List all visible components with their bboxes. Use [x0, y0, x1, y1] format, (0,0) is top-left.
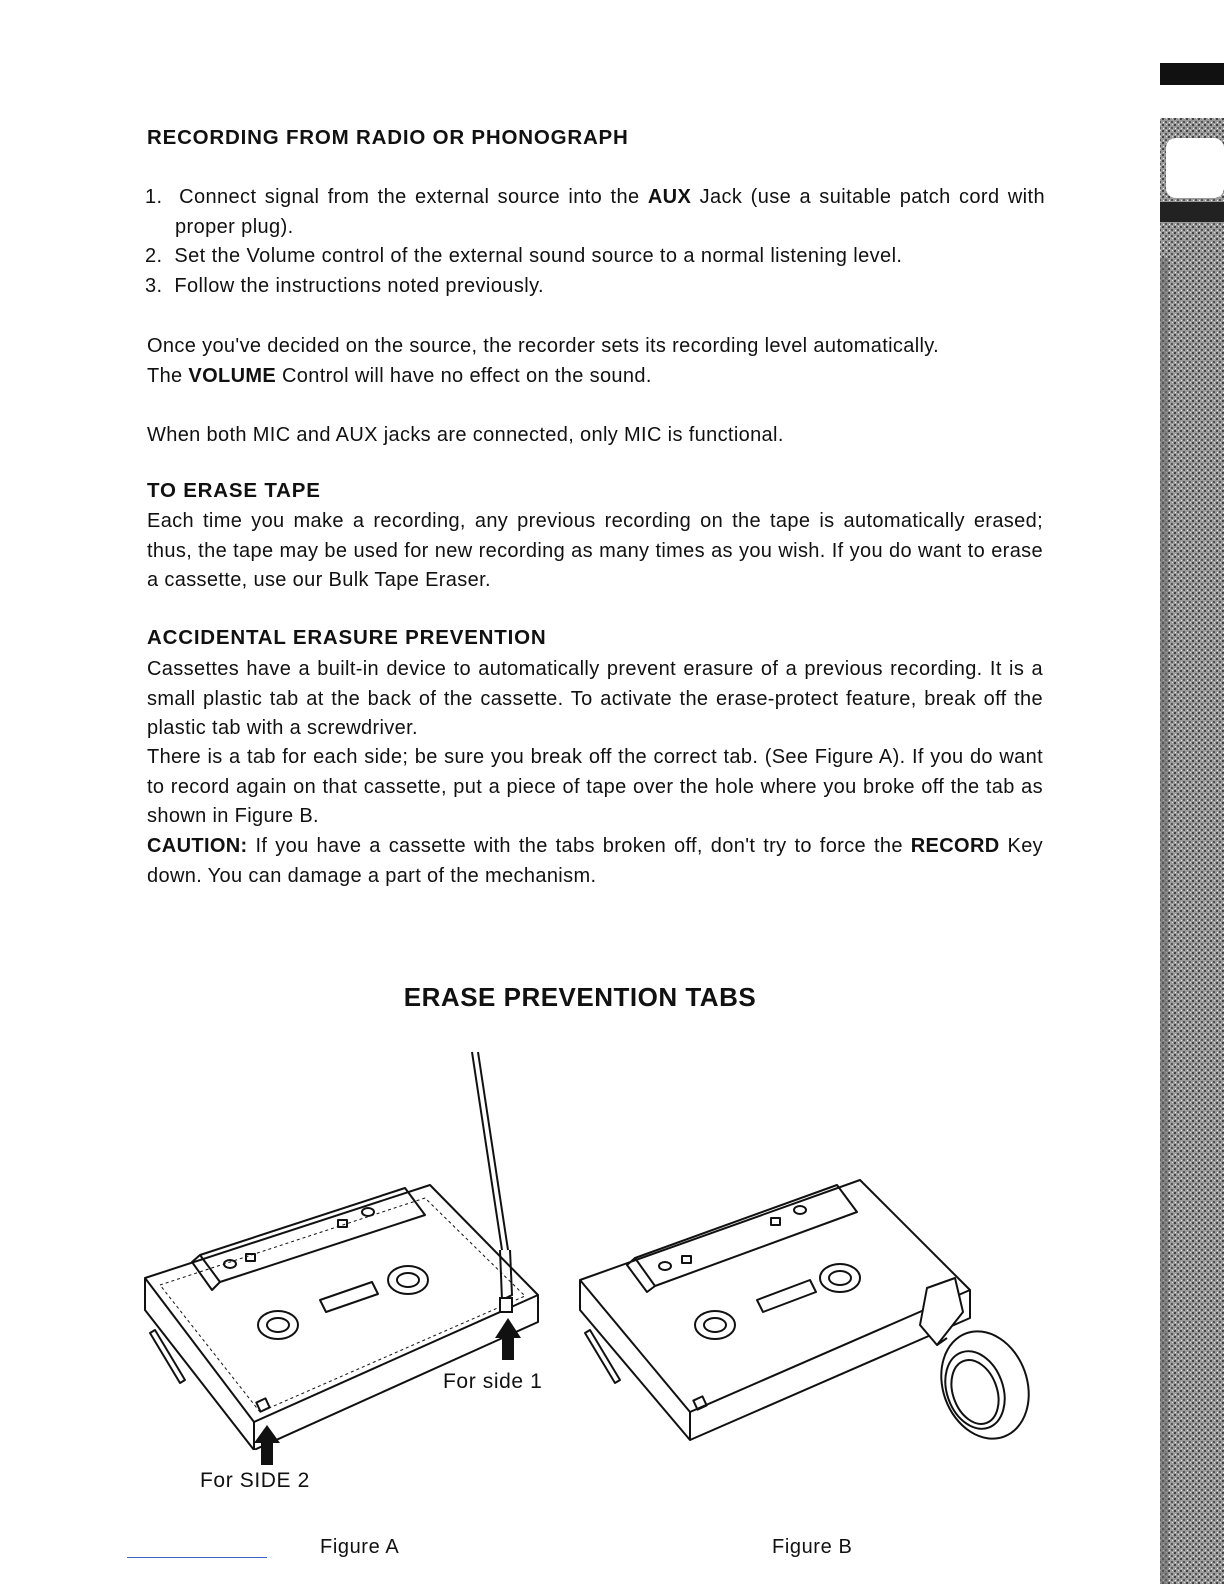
step-item: 2. Set the Volume control of the external sound source to a normal listening level. [145, 245, 903, 267]
mic-aux-paragraph: When both MIC and AUX jacks are connected, only MIC is functional. [147, 424, 784, 446]
figure-b-cassette-illustration [575, 1160, 1045, 1450]
caution-paragraph: CAUTION: If you have a cassette with the tabs broken off, don't try to force the RECORD Key down. You can damage a part of the mechanism. [147, 835, 1044, 887]
step-item: 1. Connect signal from the external source into the AUX Jack (use a suitable patch cord with proper plug). [145, 186, 1045, 238]
accidental-paragraph: Cassettes have a built-in device to automatically prevent erasure of a previous recording. It is a small plastic tab at the back of the cassette. To activate the erase-protect feature, break off the plastic tab with a screwdriver. [147, 658, 1043, 739]
label-for-side-1: For side 1 [443, 1370, 543, 1393]
label-for-side-2: For SIDE 2 [200, 1469, 310, 1492]
step-item: 3. Follow the instructions noted previously. [145, 274, 544, 297]
caption-figure-a: Figure A [320, 1536, 400, 1558]
footer-rule [127, 1557, 267, 1558]
page-edge-scan-shadow [1156, 118, 1224, 1584]
recording-level-paragraph: Once you've decided on the source, the recorder sets its recording level automatically. The VOLUME Control will have no effect on the sound. [147, 335, 940, 387]
arrow-up-icon [254, 1425, 280, 1465]
figure-title: ERASE PREVENTION TABS [403, 982, 757, 1012]
recording-heading: RECORDING FROM RADIO OR PHONOGRAPH [147, 126, 629, 149]
page-edge-tab [1160, 63, 1224, 85]
erase-paragraph: Each time you make a recording, any previous recording on the tape is automatically erased; thus, the tape may be used for new recording as many times as you wish. If you do want to erase a cassette, use our Bulk Tape Eraser. [147, 510, 1043, 591]
tab-paragraph: There is a tab for each side; be sure you break off the correct tab. (See Figure A). If you do want to record again on that cassette, put a piece of tape over the hole where you broke off the tab as shown in Figure B. [147, 746, 1043, 827]
accidental-heading: ACCIDENTAL ERASURE PREVENTION [147, 626, 547, 649]
recording-steps [145, 183, 1045, 301]
erase-heading: TO ERASE TAPE [147, 479, 321, 502]
caption-figure-b: Figure B [772, 1536, 853, 1558]
